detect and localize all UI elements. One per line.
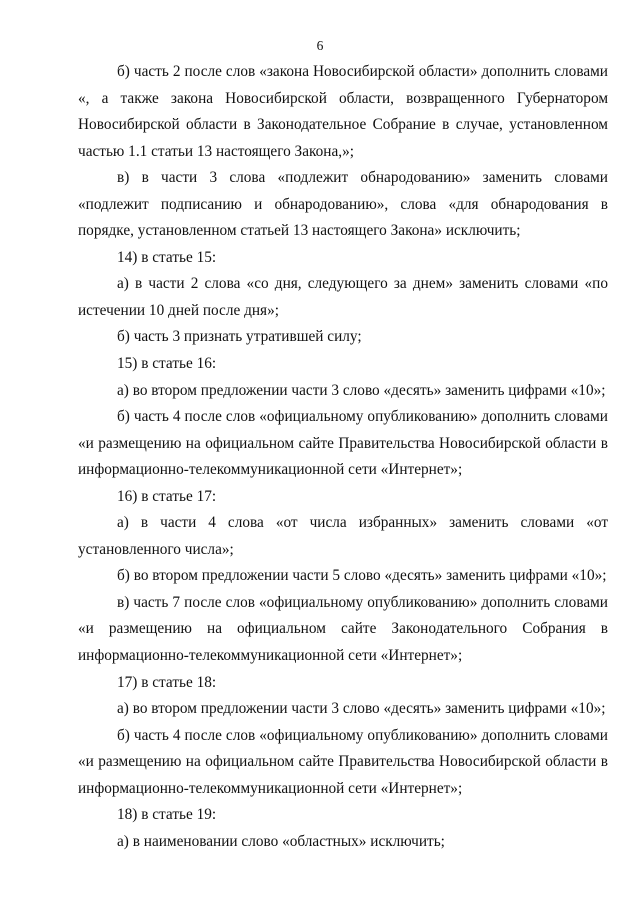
paragraph: б) часть 4 после слов «официальному опубликованию» дополнить словами «и размещению на официальном сайте Правительства Новосибирской области в информационно-телекоммуникационной сети «Интернет»; — [78, 408, 608, 479]
paragraph: а) во втором предложении части 3 слово «десять» заменить цифрами «10»; — [117, 381, 606, 399]
paragraph: а) в наименовании слово «областных» исключить; — [117, 832, 445, 850]
paragraph: 14) в статье 15: — [117, 248, 217, 266]
document-body — [78, 59, 608, 855]
paragraph: в) часть 7 после слов «официальному опубликованию» дополнить словами «и размещению на официальном сайте Законодательного Собрания в информационно-телекоммуникационной сети «Интернет»; — [78, 593, 608, 665]
paragraph: 15) в статье 16: — [117, 355, 217, 373]
paragraph: а) в части 2 слова «со дня, следующего за днем» заменить словами «по истечении 10 дней после дня»; — [78, 275, 608, 319]
paragraph: а) во втором предложении части 3 слово «десять» заменить цифрами «10»; — [117, 700, 606, 718]
paragraph: в) в части 3 слова «подлежит обнародованию» заменить словами «подлежит подписанию и обнародованию», слова «для обнародования в порядке, установленном статьей 13 настоящего Закона» исключить; — [78, 169, 608, 240]
paragraph: 17) в статье 18: — [117, 673, 217, 691]
paragraph: б) часть 4 после слов «официальному опубликованию» дополнить словами «и размещению на официальном сайте Правительства Новосибирской области в информационно-телекоммуникационной сети «Интернет»; — [78, 726, 608, 797]
paragraph: б) часть 3 признать утратившей силу; — [117, 328, 362, 346]
page-number: 6 — [316, 38, 324, 53]
paragraph: а) в части 4 слова «от числа избранных» заменить словами «от установленного числа»; — [78, 514, 608, 558]
paragraph: 16) в статье 17: — [117, 487, 217, 505]
paragraph: б) часть 2 после слов «закона Новосибирской области» дополнить словами «, а также закона Новосибирской области, возвращенного Губернатором Новосибирской области в Законодательное Собрание в случае, установленном частью 1.1 статьи 13 настоящего Закона,»; — [78, 63, 608, 160]
paragraph: б) во втором предложении части 5 слово «десять» заменить цифрами «10»; — [117, 567, 607, 585]
paragraph: 18) в статье 19: — [117, 806, 217, 824]
